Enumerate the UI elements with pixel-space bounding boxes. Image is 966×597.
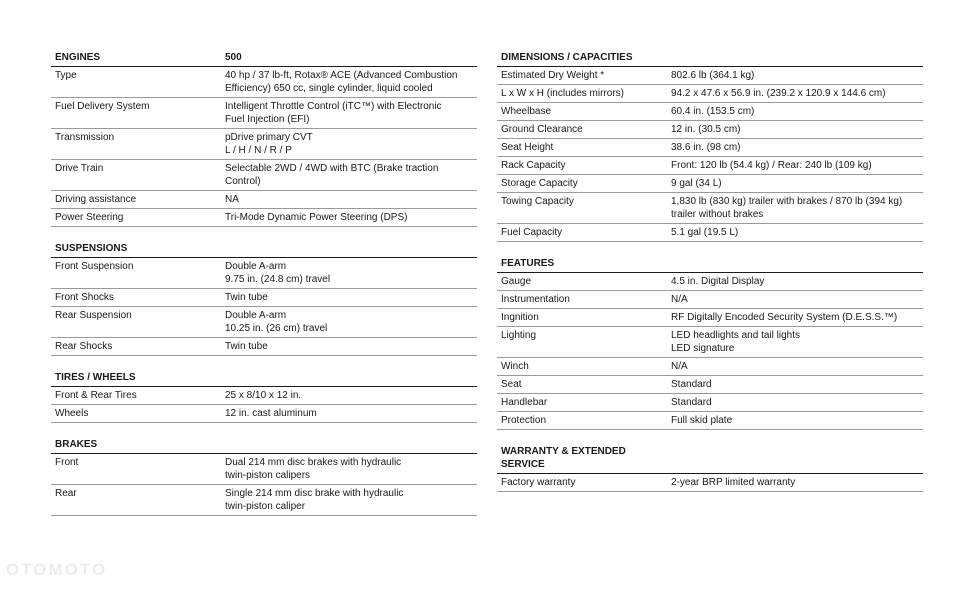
spec-label: Seat xyxy=(501,379,522,390)
spec-row xyxy=(51,129,477,160)
spec-value: Twin tube xyxy=(225,341,268,352)
spec-label: Towing Capacity xyxy=(501,196,574,207)
spec-row xyxy=(51,191,477,209)
spec-row xyxy=(497,67,923,85)
section-title: ENGINES xyxy=(55,52,101,63)
spec-value: N/A xyxy=(671,361,688,372)
section-engines xyxy=(51,49,477,227)
spec-value: Double A-arm 10.25 in. (26 cm) travel xyxy=(225,310,328,334)
spec-row xyxy=(51,307,477,338)
section-header xyxy=(51,436,477,454)
section-header xyxy=(497,49,923,67)
spec-label: Ingnition xyxy=(501,312,539,323)
spec-row xyxy=(51,338,477,356)
spec-value: Tri-Mode Dynamic Power Steering (DPS) xyxy=(225,212,408,223)
spec-label: Estimated Dry Weight * xyxy=(501,70,605,81)
spec-row xyxy=(497,358,923,376)
spec-label: Ground Clearance xyxy=(501,124,583,135)
section-model-label xyxy=(671,257,923,270)
spec-label: Front Shocks xyxy=(55,292,114,303)
spec-label: Lighting xyxy=(501,330,537,341)
spec-label: Transmission xyxy=(55,132,115,143)
section-header xyxy=(51,369,477,387)
spec-row xyxy=(497,139,923,157)
spec-label: Power Steering xyxy=(55,212,124,223)
spec-label: Front Suspension xyxy=(55,261,134,272)
section-model-label xyxy=(225,438,477,451)
spec-row xyxy=(497,394,923,412)
spec-label: Instrumentation xyxy=(501,294,570,305)
spec-label: Drive Train xyxy=(55,163,104,174)
spec-label: Fuel Capacity xyxy=(501,227,563,238)
right-spec-column xyxy=(497,49,923,505)
spec-label: Rear Shocks xyxy=(55,341,113,352)
spec-label: Rear Suspension xyxy=(55,310,132,321)
section-title: FEATURES xyxy=(501,258,555,269)
spec-row xyxy=(51,485,477,516)
spec-label: Winch xyxy=(501,361,529,372)
spec-row xyxy=(497,175,923,193)
spec-value: 12 in. (30.5 cm) xyxy=(671,124,741,135)
spec-value: 802.6 lb (364.1 kg) xyxy=(671,70,755,81)
section-title: SUSPENSIONS xyxy=(55,243,128,254)
spec-value: 5.1 gal (19.5 L) xyxy=(671,227,739,238)
section-suspensions xyxy=(51,240,477,356)
section-header xyxy=(497,255,923,273)
spec-value: NA xyxy=(225,194,239,205)
spec-label: Wheels xyxy=(55,408,89,419)
section-model-label xyxy=(225,371,477,384)
spec-value: Selectable 2WD / 4WD with BTC (Brake traction Control) xyxy=(225,163,439,187)
spec-label: Fuel Delivery System xyxy=(55,101,150,112)
spec-label: Seat Height xyxy=(501,142,554,153)
section-dimensions-capacities xyxy=(497,49,923,242)
spec-value: 60.4 in. (153.5 cm) xyxy=(671,106,755,117)
section-header xyxy=(497,443,923,474)
section-title: WARRANTY & EXTENDED SERVICE xyxy=(501,446,626,470)
section-model-label xyxy=(225,242,477,255)
spec-row xyxy=(497,121,923,139)
spec-value: 4.5 in. Digital Display xyxy=(671,276,765,287)
spec-value: 2-year BRP limited warranty xyxy=(671,477,796,488)
spec-value: 25 x 8/10 x 12 in. xyxy=(225,390,302,401)
spec-row xyxy=(497,412,923,430)
section-title: DIMENSIONS / CAPACITIES xyxy=(501,52,633,63)
spec-value: Standard xyxy=(671,379,712,390)
spec-value: Front: 120 lb (54.4 kg) / Rear: 240 lb (109 kg) xyxy=(671,160,872,171)
spec-label: Factory warranty xyxy=(501,477,576,488)
spec-value: Twin tube xyxy=(225,292,268,303)
spec-value: 40 hp / 37 lb-ft, Rotax® ACE (Advanced Combustion Efficiency) 650 cc, single cylinder, liquid cooled xyxy=(225,70,458,94)
spec-value: 12 in. cast aluminum xyxy=(225,408,317,419)
spec-value: Dual 214 mm disc brakes with hydraulic twin-piston calipers xyxy=(225,457,402,481)
spec-value: Double A-arm 9.75 in. (24.8 cm) travel xyxy=(225,261,331,285)
section-model-label: 500 xyxy=(225,52,242,63)
spec-value: N/A xyxy=(671,294,688,305)
spec-row xyxy=(51,67,477,98)
section-header xyxy=(51,240,477,258)
section-tires-wheels xyxy=(51,369,477,423)
spec-value: Single 214 mm disc brake with hydraulic twin-piston caliper xyxy=(225,488,404,512)
spec-row xyxy=(51,289,477,307)
spec-row xyxy=(497,224,923,242)
section-header xyxy=(51,49,477,67)
spec-label: Driving assistance xyxy=(55,194,137,205)
spec-value: 94.2 x 47.6 x 56.9 in. (239.2 x 120.9 x 144.6 cm) xyxy=(671,88,886,99)
section-model-label xyxy=(671,51,923,64)
spec-row xyxy=(497,103,923,121)
section-warranty-extended-service xyxy=(497,443,923,492)
spec-row xyxy=(51,258,477,289)
spec-label: Type xyxy=(55,70,77,81)
spec-value: 1,830 lb (830 kg) trailer with brakes / 870 lb (394 kg) trailer without brakes xyxy=(671,196,903,220)
spec-value: RF Digitally Encoded Security System (D.E.S.S.™) xyxy=(671,312,898,323)
spec-label: Rack Capacity xyxy=(501,160,566,171)
spec-label: Handlebar xyxy=(501,397,548,408)
spec-row xyxy=(51,209,477,227)
section-title: BRAKES xyxy=(55,439,98,450)
spec-label: Gauge xyxy=(501,276,532,287)
left-spec-column xyxy=(51,49,477,529)
spec-value: 9 gal (34 L) xyxy=(671,178,722,189)
spec-row xyxy=(497,474,923,492)
spec-row xyxy=(497,273,923,291)
spec-label: Front xyxy=(55,457,79,468)
watermark-logo: OTOMOTO xyxy=(6,560,108,579)
spec-row xyxy=(497,327,923,358)
spec-label: L x W x H (includes mirrors) xyxy=(501,88,624,99)
spec-label: Front & Rear Tires xyxy=(55,390,137,401)
spec-row xyxy=(51,454,477,485)
spec-value: Standard xyxy=(671,397,712,408)
spec-label: Rear xyxy=(55,488,77,499)
spec-value: pDrive primary CVT L / H / N / R / P xyxy=(225,132,313,156)
section-brakes xyxy=(51,436,477,516)
spec-label: Protection xyxy=(501,415,547,426)
spec-value: Intelligent Throttle Control (iTC™) with Electronic Fuel Injection (EFI) xyxy=(225,101,442,125)
spec-row xyxy=(497,291,923,309)
spec-row xyxy=(497,193,923,224)
spec-row xyxy=(51,98,477,129)
spec-row xyxy=(51,405,477,423)
spec-row xyxy=(497,85,923,103)
spec-row xyxy=(51,160,477,191)
spec-row xyxy=(497,157,923,175)
section-model-label xyxy=(671,445,923,471)
spec-row xyxy=(497,309,923,327)
section-title: TIRES / WHEELS xyxy=(55,372,136,383)
spec-value: Full skid plate xyxy=(671,415,733,426)
spec-row xyxy=(497,376,923,394)
spec-label: Storage Capacity xyxy=(501,178,578,189)
spec-value: LED headlights and tail lights LED signature xyxy=(671,330,800,354)
spec-row xyxy=(51,387,477,405)
spec-value: 38.6 in. (98 cm) xyxy=(671,142,741,153)
section-features xyxy=(497,255,923,430)
spec-label: Wheelbase xyxy=(501,106,552,117)
